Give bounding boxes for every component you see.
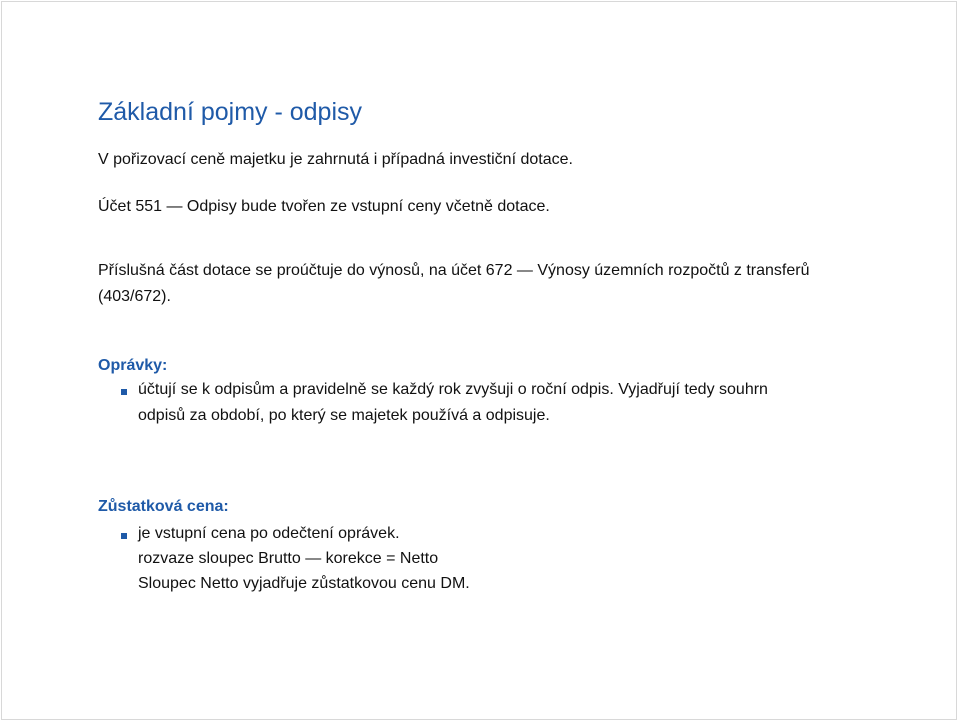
paragraph-ucet-672: Příslušná část dotace se proúčtuje do výnosů, na účet 672 — Výnosy územních rozpočtů z transferů: [98, 262, 810, 279]
list-item-opravky: účtují se k odpisům a pravidelně se každý rok zvyšuji o roční odpis. Vyjadřují tedy souhrn: [138, 381, 768, 398]
page-title: Základní pojmy - odpisy: [98, 98, 363, 126]
list-item-opravky-continued: odpisů za období, po který se majetek používá a odpisuje.: [138, 407, 550, 424]
paragraph-ucet-551: Účet 551 — Odpisy bude tvořen ze vstupní ceny včetně dotace.: [98, 198, 550, 215]
paragraph-ucet-672-continued: (403/672).: [98, 288, 171, 305]
list-item-zustatkova-cena-line-3: Sloupec Netto vyjadřuje zůstatkovou cenu DM.: [138, 575, 470, 592]
square-bullet-icon: [121, 533, 127, 539]
square-bullet-icon: [121, 389, 127, 395]
section-heading-opravky: Oprávky:: [98, 357, 168, 374]
list-item-zustatkova-cena: je vstupní cena po odečtení oprávek.: [138, 525, 400, 542]
list-item-zustatkova-cena-line-2: rozvaze sloupec Brutto — korekce = Netto: [138, 550, 439, 567]
paragraph-dotace: V pořizovací ceně majetku je zahrnutá i případná investiční dotace.: [98, 151, 573, 168]
section-heading-zustatkova-cena: Zůstatková cena:: [98, 498, 229, 515]
